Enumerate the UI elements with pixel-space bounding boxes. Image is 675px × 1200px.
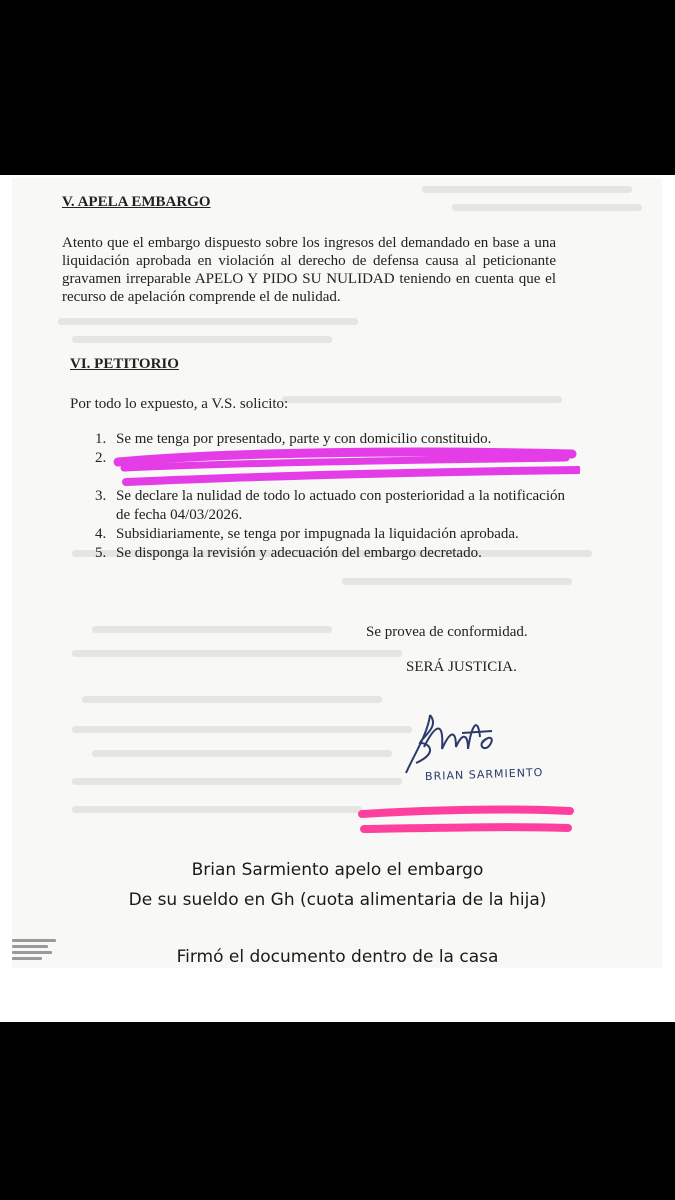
- petition-item: [95, 544, 565, 563]
- petition-item-number: 4.: [95, 526, 107, 542]
- caption-line-2: De su sueldo en Gh (cuota alimentaria de la hija): [128, 890, 547, 910]
- closing-line-1: Se provea de conformidad.: [366, 624, 528, 640]
- bleed-through-text: [72, 778, 402, 785]
- bleed-through-text: [72, 806, 362, 813]
- petition-item: [95, 487, 565, 525]
- bleed-through-text: [92, 750, 392, 757]
- bleed-through-text: [72, 650, 402, 657]
- petition-item-number: 5.: [95, 545, 107, 561]
- bleed-through-text: [452, 204, 642, 211]
- signature-name: BRIAN SARMIENTO: [424, 765, 544, 784]
- petition-item-number: 3.: [95, 488, 107, 504]
- section-5-heading: V. APELA EMBARGO: [62, 194, 211, 210]
- bleed-through-text: [422, 186, 632, 193]
- petition-item-number: 1.: [95, 431, 107, 447]
- petition-intro: Por todo lo expuesto, a V.S. solicito:: [70, 396, 289, 412]
- petition-item: [95, 525, 565, 544]
- bleed-through-text: [58, 318, 358, 325]
- closing-line-2: SERÁ JUSTICIA.: [406, 659, 517, 675]
- redaction-scribble-magenta: [110, 446, 580, 492]
- petition-item-text: Subsidiariamente, se tenga por impugnada la liquidación aprobada.: [116, 526, 519, 542]
- bleed-through-text: [282, 396, 562, 403]
- bleed-through-text: [72, 726, 412, 733]
- petition-item-number: 2.: [95, 450, 107, 466]
- bleed-through-text: [342, 578, 572, 585]
- section-6-heading: VI. PETITORIO: [70, 356, 179, 372]
- bleed-through-text: [72, 336, 332, 343]
- petition-item-text: Se me tenga por presentado, parte y con domicilio constituido.: [116, 431, 492, 447]
- caption-line-1: Brian Sarmiento apelo el embargo: [191, 860, 484, 880]
- bleed-through-text: [82, 696, 382, 703]
- petition-item-text: Se disponga la revisión y adecuación del embargo decretado.: [116, 545, 482, 561]
- redaction-scribble-pink: [356, 802, 576, 842]
- petition-item-text: Se declare la nulidad de todo lo actuado con posterioridad a la notificación de fecha 04/03/2026.: [116, 488, 565, 523]
- caption-line-3: Firmó el documento dentro de la casa: [176, 947, 499, 967]
- bleed-through-text: [92, 626, 332, 633]
- section-5-body: Atento que el embargo dispuesto sobre los ingresos del demandado en base a una liquidación aprobada en violación al derecho de defensa causa al peticionante gravamen irreparable APELO Y PIDO SU NULIDAD teniendo en cuenta que el recurso de apelación comprende el de nulidad.: [62, 235, 556, 305]
